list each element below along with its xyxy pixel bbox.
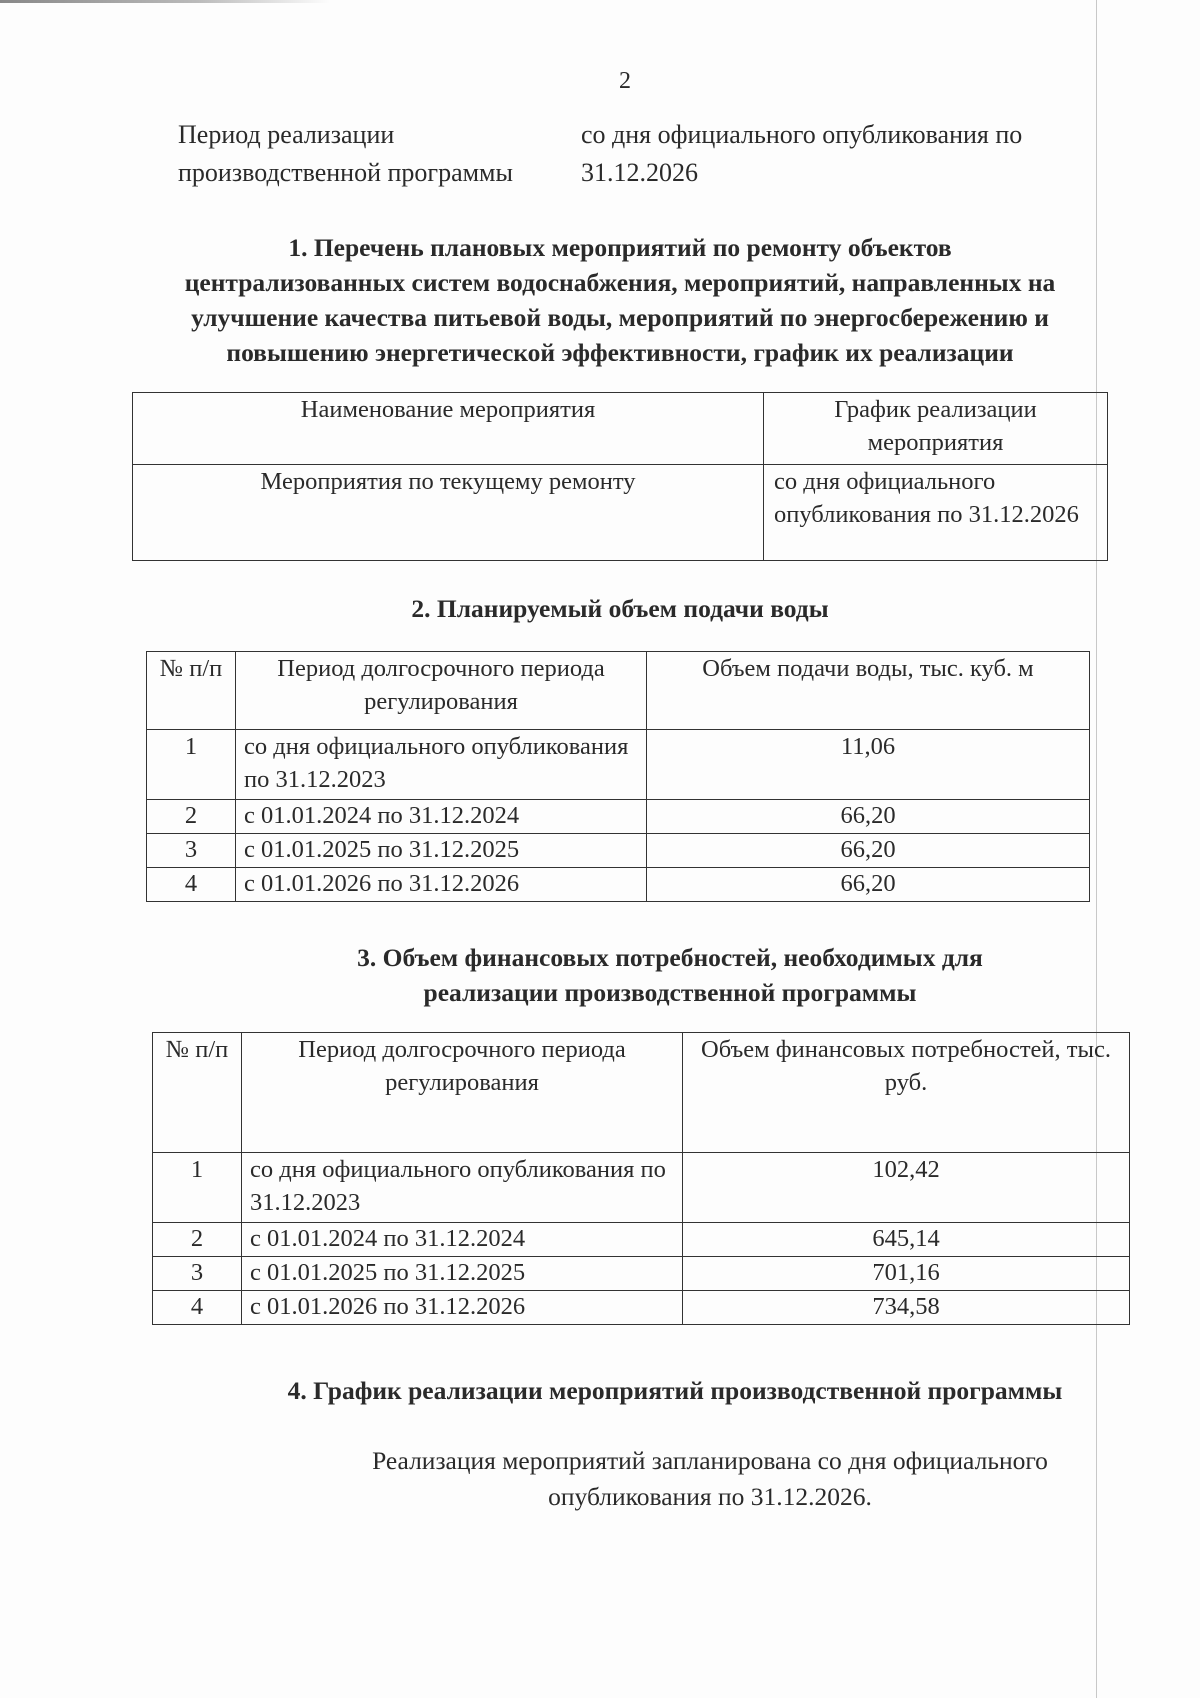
cell-period: со дня официального опубликования по 31.12.2023 [242, 1153, 683, 1223]
table-row [133, 465, 1108, 561]
cell-number: 2 [147, 800, 236, 834]
section4-title: 4. График реализации мероприятий производственной программы [287, 1376, 1063, 1405]
table-row [147, 868, 1090, 902]
cell-period: со дня официального опубликования по 31.12.2023 [236, 730, 647, 800]
table-row [147, 730, 1090, 800]
cell-number: 4 [147, 868, 236, 902]
header-cell-number: № п/п [147, 652, 236, 730]
closing-text-line: опубликования по 31.12.2026. [548, 1482, 872, 1511]
table-row [153, 1291, 1130, 1325]
section1-title [130, 230, 1110, 370]
section2-table [146, 651, 1090, 902]
header-cell-number: № п/п [153, 1033, 242, 1153]
header-cell-schedule: График реализации мероприятия [764, 393, 1108, 465]
cell-number: 4 [153, 1291, 242, 1325]
cell-number: 3 [147, 834, 236, 868]
cell-number: 3 [153, 1257, 242, 1291]
cell-volume: 11,06 [647, 730, 1090, 800]
cell-period: с 01.01.2025 по 31.12.2025 [242, 1257, 683, 1291]
cell-period: с 01.01.2026 по 31.12.2026 [242, 1291, 683, 1325]
cell-finance: 645,14 [683, 1223, 1130, 1257]
cell-finance: 102,42 [683, 1153, 1130, 1223]
table-row [147, 800, 1090, 834]
cell-number: 2 [153, 1223, 242, 1257]
cell-volume: 66,20 [647, 800, 1090, 834]
section3-title-line: реализации производственной программы [423, 978, 917, 1007]
table-header-row [133, 393, 1108, 465]
section3-table [152, 1032, 1130, 1325]
table-header-row [153, 1033, 1130, 1153]
closing-text [260, 1443, 1160, 1515]
cell-measure-schedule: со дня официального опубликования по 31.12.2026 [764, 465, 1108, 561]
cell-volume: 66,20 [647, 834, 1090, 868]
header-cell-volume: Объем подачи воды, тыс. куб. м [647, 652, 1090, 730]
section2-title: 2. Планируемый объем подачи воды [411, 594, 829, 623]
cell-measure-name: Мероприятия по текущему ремонту [133, 465, 764, 561]
header-cell-period: Период долгосрочного периода регулирования [242, 1033, 683, 1153]
cell-finance: 734,58 [683, 1291, 1130, 1325]
section1-title-line: улучшение качества питьевой воды, мероприятий по энергосбережению и [191, 303, 1049, 332]
table-header-row [147, 652, 1090, 730]
period-label-line2: производственной программы [178, 158, 513, 187]
section1-title-line: централизованных систем водоснабжения, мероприятий, направленных на [184, 268, 1056, 297]
section1-title-line: повышению энергетической эффективности, график их реализации [226, 338, 1014, 367]
cell-period: с 01.01.2024 по 31.12.2024 [236, 800, 647, 834]
period-value [581, 116, 1101, 192]
cell-finance: 701,16 [683, 1257, 1130, 1291]
cell-period: с 01.01.2026 по 31.12.2026 [236, 868, 647, 902]
cell-period: с 01.01.2025 по 31.12.2025 [236, 834, 647, 868]
cell-number: 1 [147, 730, 236, 800]
table-row [153, 1257, 1130, 1291]
header-cell-name: Наименование мероприятия [133, 393, 764, 465]
section3-title [280, 940, 1060, 1010]
table-row [147, 834, 1090, 868]
closing-text-line: Реализация мероприятий запланирована со дня официального [372, 1446, 1048, 1475]
cell-number: 1 [153, 1153, 242, 1223]
table-row [153, 1153, 1130, 1223]
section1-table [132, 392, 1108, 561]
period-label-line1: Период реализации [178, 120, 395, 149]
section1-title-line: 1. Перечень плановых мероприятий по ремонту объектов [288, 233, 952, 262]
cell-period: с 01.01.2024 по 31.12.2024 [242, 1223, 683, 1257]
table-row [153, 1223, 1130, 1257]
scan-edge-top [0, 0, 330, 3]
header-cell-period: Период долгосрочного периода регулирования [236, 652, 647, 730]
period-label [178, 116, 558, 192]
section3-title-line: 3. Объем финансовых потребностей, необходимых для [357, 943, 983, 972]
page-number: 2 [619, 68, 631, 94]
period-value-line1: со дня официального опубликования по [581, 120, 1023, 149]
cell-volume: 66,20 [647, 868, 1090, 902]
header-cell-finance: Объем финансовых потребностей, тыс. руб. [683, 1033, 1130, 1153]
period-value-line2: 31.12.2026 [581, 158, 698, 187]
